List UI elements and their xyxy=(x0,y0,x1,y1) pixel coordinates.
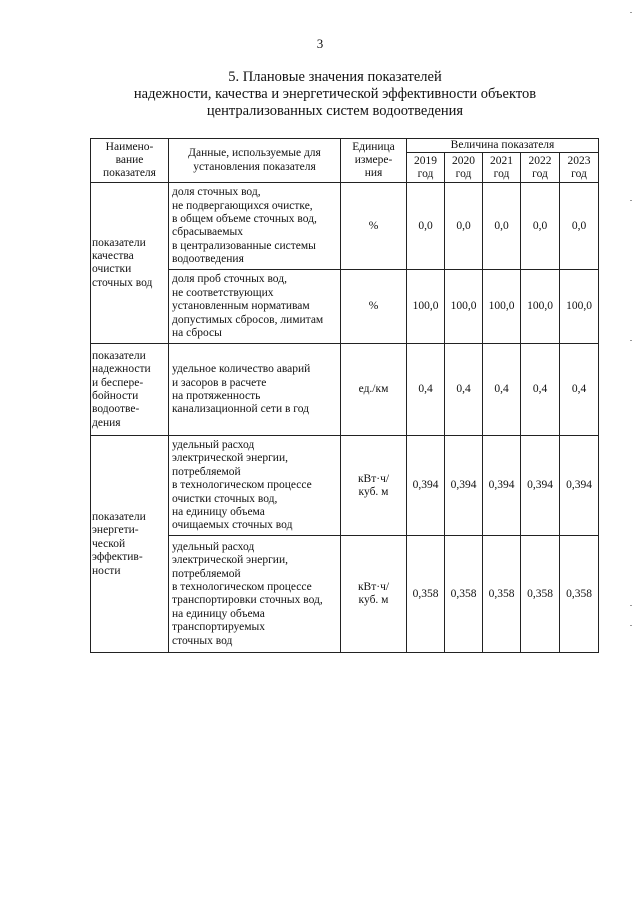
header-year-2022: 2022 год xyxy=(521,153,560,183)
value-2023: 0,394 xyxy=(560,436,599,536)
indicator-name-treatment-quality: показатели качества очистки сточных вод xyxy=(91,183,169,344)
value-2022: 0,4 xyxy=(521,344,560,436)
value-2023: 0,358 xyxy=(560,536,599,653)
source-data-cell: доля сточных вод, не подвергающихся очистке, в общем объеме сточных вод, сбрасываемых в централизованные системы водоотведения xyxy=(169,183,341,270)
header-year-2021: 2021 год xyxy=(483,153,521,183)
value-2022: 0,394 xyxy=(521,436,560,536)
section-title xyxy=(60,69,610,120)
title-line-2: надежности, качества и энергетической эффективности объектов xyxy=(133,86,537,102)
value-2019: 0,4 xyxy=(407,344,445,436)
source-data-cell: удельный расход электрической энергии, потребляемой в технологическом процессе очистки сточных вод, на единицу объема очищаемых сточных вод xyxy=(169,436,341,536)
source-data-cell: доля проб сточных вод, не соответствующих установленным нормативам допустимых сбросов, лимитам на сбросы xyxy=(169,270,341,344)
title-line-1: 5. Плановые значения показателей xyxy=(228,69,442,85)
scan-artifact xyxy=(630,625,632,626)
scan-artifact xyxy=(630,12,632,13)
value-2022: 0,0 xyxy=(521,183,560,270)
unit-cell: ед./км xyxy=(341,344,407,436)
page-number: 3 xyxy=(316,36,324,51)
table-row xyxy=(91,183,599,270)
value-2023: 0,0 xyxy=(560,183,599,270)
scan-artifact xyxy=(630,340,632,341)
indicator-name-energy-efficiency: показатели энергети- ческой эффектив- ности xyxy=(91,436,169,653)
value-2019: 100,0 xyxy=(407,270,445,344)
unit-cell: кВт·ч/ куб. м xyxy=(341,436,407,536)
value-2023: 100,0 xyxy=(560,270,599,344)
value-2021: 0,0 xyxy=(483,183,521,270)
value-2020: 0,0 xyxy=(445,183,483,270)
unit-cell: % xyxy=(341,270,407,344)
indicators-table xyxy=(90,138,599,653)
header-source-data: Данные, используемые для установления показателя xyxy=(169,139,341,183)
scan-artifact xyxy=(630,605,632,606)
header-indicator-name: Наимено- вание показателя xyxy=(91,139,169,183)
value-2020: 100,0 xyxy=(445,270,483,344)
value-2021: 0,358 xyxy=(483,536,521,653)
header-year-2020: 2020 год xyxy=(445,153,483,183)
value-2020: 0,358 xyxy=(445,536,483,653)
table-row xyxy=(91,436,599,536)
unit-cell: кВт·ч/ куб. м xyxy=(341,536,407,653)
value-2021: 0,394 xyxy=(483,436,521,536)
value-2020: 0,394 xyxy=(445,436,483,536)
source-data-cell: удельное количество аварий и засоров в расчете на протяженность канализационной сети в год xyxy=(169,344,341,436)
header-year-2023: 2023 год xyxy=(560,153,599,183)
source-data-cell: удельный расход электрической энергии, потребляемой в технологическом процессе транспортировки сточных вод, на единицу объема транспортируемых сточных вод xyxy=(169,536,341,653)
table-row xyxy=(91,344,599,436)
header-unit: Единица измере- ния xyxy=(341,139,407,183)
unit-cell: % xyxy=(341,183,407,270)
value-2021: 100,0 xyxy=(483,270,521,344)
value-2019: 0,0 xyxy=(407,183,445,270)
value-2023: 0,4 xyxy=(560,344,599,436)
value-2019: 0,394 xyxy=(407,436,445,536)
value-2020: 0,4 xyxy=(445,344,483,436)
value-2021: 0,4 xyxy=(483,344,521,436)
header-year-2019: 2019 год xyxy=(407,153,445,183)
value-2022: 100,0 xyxy=(521,270,560,344)
value-2022: 0,358 xyxy=(521,536,560,653)
title-line-3: централизованных систем водоотведения xyxy=(206,103,464,119)
header-values-group: Величина показателя xyxy=(407,139,599,153)
indicator-name-reliability: показатели надежности и беспере- бойности водоотве- дения xyxy=(91,344,169,436)
scan-artifact xyxy=(630,200,632,201)
value-2019: 0,358 xyxy=(407,536,445,653)
